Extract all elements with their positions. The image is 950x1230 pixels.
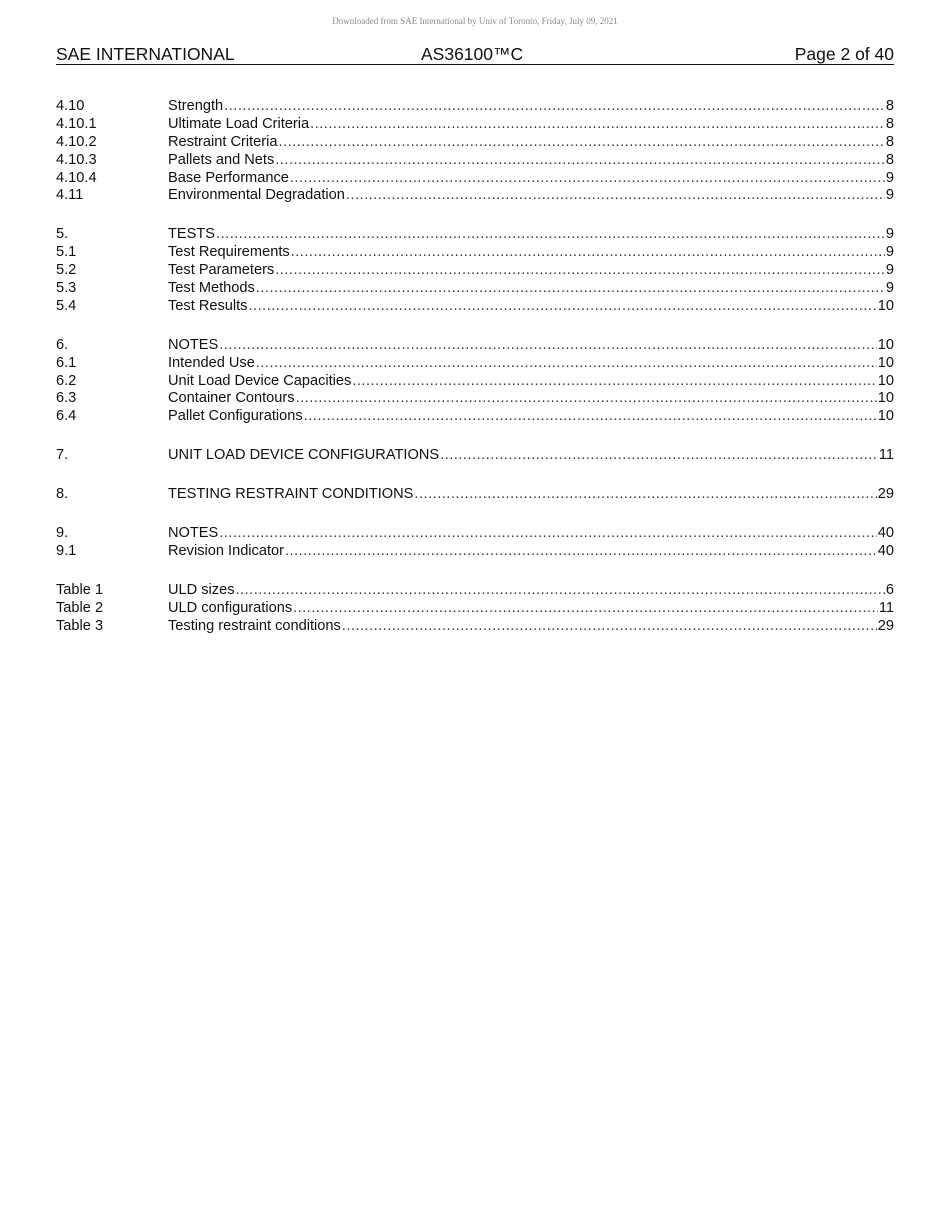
page-indicator: Page 2 of 40 xyxy=(794,44,894,64)
toc-entry-page: 9 xyxy=(885,262,894,279)
toc-entry-title: Unit Load Device Capacities xyxy=(168,372,352,389)
toc-entry-line xyxy=(168,298,894,316)
toc-entry-page: 8 xyxy=(885,98,894,114)
toc-entry-line xyxy=(168,244,894,262)
toc-entry-title: Ultimate Load Criteria xyxy=(168,115,310,132)
toc-entry-title: Restraint Criteria xyxy=(168,133,278,150)
toc-entry[interactable] xyxy=(56,226,894,244)
download-watermark: Downloaded from SAE International by Univ of Toronto, Friday, July 09, 2021 xyxy=(332,16,618,26)
toc-entry-line xyxy=(168,373,894,391)
toc-entry-title: ULD configurations xyxy=(168,599,293,616)
toc-entry-page: 10 xyxy=(877,336,894,353)
toc-entry-line xyxy=(168,525,894,543)
toc-entry-number: 5.2 xyxy=(56,262,77,279)
dot-leader xyxy=(278,134,884,152)
toc-entry-number: 4.10.4 xyxy=(56,169,97,186)
toc-entry-line xyxy=(168,187,894,205)
toc-section xyxy=(56,447,894,465)
dot-leader xyxy=(219,337,876,355)
toc-entry-number: 8. xyxy=(56,486,69,503)
toc-entry-page: 8 xyxy=(885,115,894,132)
toc-entry-page: 29 xyxy=(877,486,894,503)
toc-entry-line xyxy=(168,170,894,188)
toc-entry-line xyxy=(168,337,894,355)
dot-leader xyxy=(440,447,878,465)
toc-entry[interactable] xyxy=(56,152,894,170)
toc-entry-title: Test Results xyxy=(168,297,248,314)
toc-entry[interactable] xyxy=(56,525,894,543)
dot-leader xyxy=(275,152,885,170)
toc-entry[interactable] xyxy=(56,447,894,465)
toc-entry[interactable] xyxy=(56,600,894,618)
toc-entry-title: TESTING RESTRAINT CONDITIONS xyxy=(168,486,414,503)
toc-entry-line xyxy=(168,355,894,373)
toc-entry-title: Test Methods xyxy=(168,280,255,297)
toc-entry-number: 4.10.1 xyxy=(56,115,97,132)
toc-entry[interactable] xyxy=(56,543,894,561)
toc-entry[interactable] xyxy=(56,98,894,116)
dot-leader xyxy=(310,116,885,134)
toc-entry-page: 10 xyxy=(877,390,894,407)
toc-entry-number: 6.2 xyxy=(56,372,77,389)
dot-leader xyxy=(352,373,876,391)
toc-entry-line xyxy=(168,447,894,465)
toc-entry[interactable] xyxy=(56,486,894,504)
toc-entry-number: 6.3 xyxy=(56,390,77,407)
toc-entry-page: 8 xyxy=(885,151,894,168)
toc-entry-page: 9 xyxy=(885,187,894,204)
toc-entry-number: 5. xyxy=(56,226,69,243)
toc-section xyxy=(56,582,894,636)
toc-entry[interactable] xyxy=(56,373,894,391)
toc-entry-page: 10 xyxy=(877,297,894,314)
toc-entry-number: Table 2 xyxy=(56,599,104,616)
toc-entry-title: Testing restraint conditions xyxy=(168,617,341,634)
toc-entry-title: Pallet Configurations xyxy=(168,408,303,425)
dot-leader xyxy=(290,170,885,188)
toc-entry[interactable] xyxy=(56,170,894,188)
toc-entry[interactable] xyxy=(56,116,894,134)
toc-section xyxy=(56,525,894,561)
toc-entry-page: 40 xyxy=(877,525,894,542)
toc-entry-line xyxy=(168,618,894,636)
toc-section xyxy=(56,486,894,504)
toc-entry-number: 4.10 xyxy=(56,98,85,114)
toc-entry[interactable] xyxy=(56,298,894,316)
dot-leader xyxy=(256,355,877,373)
dot-leader xyxy=(256,280,885,298)
toc-entry[interactable] xyxy=(56,355,894,373)
toc-entry-title: Strength xyxy=(168,98,224,114)
toc-entry-page: 8 xyxy=(885,133,894,150)
toc-entry-line xyxy=(168,486,894,504)
toc-entry-page: 40 xyxy=(877,542,894,559)
toc-entry-title: Test Parameters xyxy=(168,262,275,279)
toc-entry-number: 5.3 xyxy=(56,280,77,297)
toc-entry-line xyxy=(168,262,894,280)
document-number: AS36100™C xyxy=(421,44,524,64)
toc-entry-number: 6.4 xyxy=(56,408,77,425)
toc-entry-title: Pallets and Nets xyxy=(168,151,275,168)
dot-leader xyxy=(342,618,877,636)
toc-entry-page: 11 xyxy=(878,599,894,616)
toc-section xyxy=(56,337,894,426)
toc-entry-title: Base Performance xyxy=(168,169,289,186)
dot-leader xyxy=(236,582,885,600)
dot-leader xyxy=(216,226,885,244)
toc-entry-line xyxy=(168,390,894,408)
toc-section xyxy=(56,98,894,205)
toc-entry[interactable] xyxy=(56,134,894,152)
toc-entry-page: 9 xyxy=(885,244,894,261)
toc-entry-page: 29 xyxy=(877,617,894,634)
toc-entry-line xyxy=(168,226,894,244)
toc-entry-title: Test Requirements xyxy=(168,244,290,261)
toc-entry[interactable] xyxy=(56,280,894,298)
toc-entry-title: ULD sizes xyxy=(168,581,235,598)
dot-leader xyxy=(285,543,877,561)
dot-leader xyxy=(414,486,876,504)
toc-entry[interactable] xyxy=(56,262,894,280)
dot-leader xyxy=(291,244,885,262)
dot-leader xyxy=(293,600,878,618)
toc-entry-number: 4.10.2 xyxy=(56,133,97,150)
dot-leader xyxy=(248,298,876,316)
toc-entry-number: Table 1 xyxy=(56,581,104,598)
dot-leader xyxy=(219,525,876,543)
toc-entry-title: Environmental Degradation xyxy=(168,187,345,204)
dot-leader xyxy=(346,187,885,205)
toc-entry[interactable] xyxy=(56,244,894,262)
toc-entry-line xyxy=(168,543,894,561)
toc-entry-number: 6. xyxy=(56,336,69,353)
toc-entry[interactable] xyxy=(56,408,894,426)
toc-entry-page: 6 xyxy=(885,581,894,598)
toc-entry-page: 9 xyxy=(885,226,894,243)
toc-entry-number: 9.1 xyxy=(56,542,77,559)
toc-entry-title: NOTES xyxy=(168,525,219,542)
organization-name: SAE INTERNATIONAL xyxy=(56,44,235,64)
toc-section xyxy=(56,226,894,315)
toc-entry-page: 9 xyxy=(885,169,894,186)
toc-entry-title: Intended Use xyxy=(168,354,255,371)
toc-entry[interactable] xyxy=(56,390,894,408)
toc-entry-page: 10 xyxy=(877,354,894,371)
dot-leader xyxy=(275,262,885,280)
toc-entry-number: Table 3 xyxy=(56,617,104,634)
toc-entry-line xyxy=(168,582,894,600)
dot-leader xyxy=(304,408,877,426)
toc-entry[interactable] xyxy=(56,187,894,205)
toc-entry-line xyxy=(168,98,894,116)
toc-entry-page: 11 xyxy=(878,447,894,464)
toc-entry-page: 10 xyxy=(877,372,894,389)
dot-leader xyxy=(224,98,885,116)
toc-entry-title: NOTES xyxy=(168,336,219,353)
toc-entry-line xyxy=(168,408,894,426)
toc-entry-title: TESTS xyxy=(168,226,216,243)
toc-entry-number: 4.11 xyxy=(56,187,84,204)
table-of-contents xyxy=(56,98,894,656)
toc-entry-title: Revision Indicator xyxy=(168,542,284,559)
toc-entry-line xyxy=(168,152,894,170)
toc-entry-page: 10 xyxy=(877,408,894,425)
toc-entry-number: 5.1 xyxy=(56,244,77,261)
page-header xyxy=(56,44,894,65)
toc-entry-number: 6.1 xyxy=(56,354,77,371)
toc-entry[interactable] xyxy=(56,618,894,636)
toc-entry-number: 9. xyxy=(56,525,69,542)
toc-entry-number: 4.10.3 xyxy=(56,151,97,168)
toc-entry-line xyxy=(168,134,894,152)
toc-entry-title: UNIT LOAD DEVICE CONFIGURATIONS xyxy=(168,447,440,464)
toc-entry-line xyxy=(168,600,894,618)
toc-entry-number: 5.4 xyxy=(56,297,77,314)
toc-entry-line xyxy=(168,280,894,298)
toc-entry[interactable] xyxy=(56,582,894,600)
toc-entry-number: 7. xyxy=(56,447,69,464)
toc-entry-page: 9 xyxy=(885,280,894,297)
toc-entry[interactable] xyxy=(56,337,894,355)
toc-entry-title: Container Contours xyxy=(168,390,295,407)
dot-leader xyxy=(296,390,877,408)
toc-entry-line xyxy=(168,116,894,134)
